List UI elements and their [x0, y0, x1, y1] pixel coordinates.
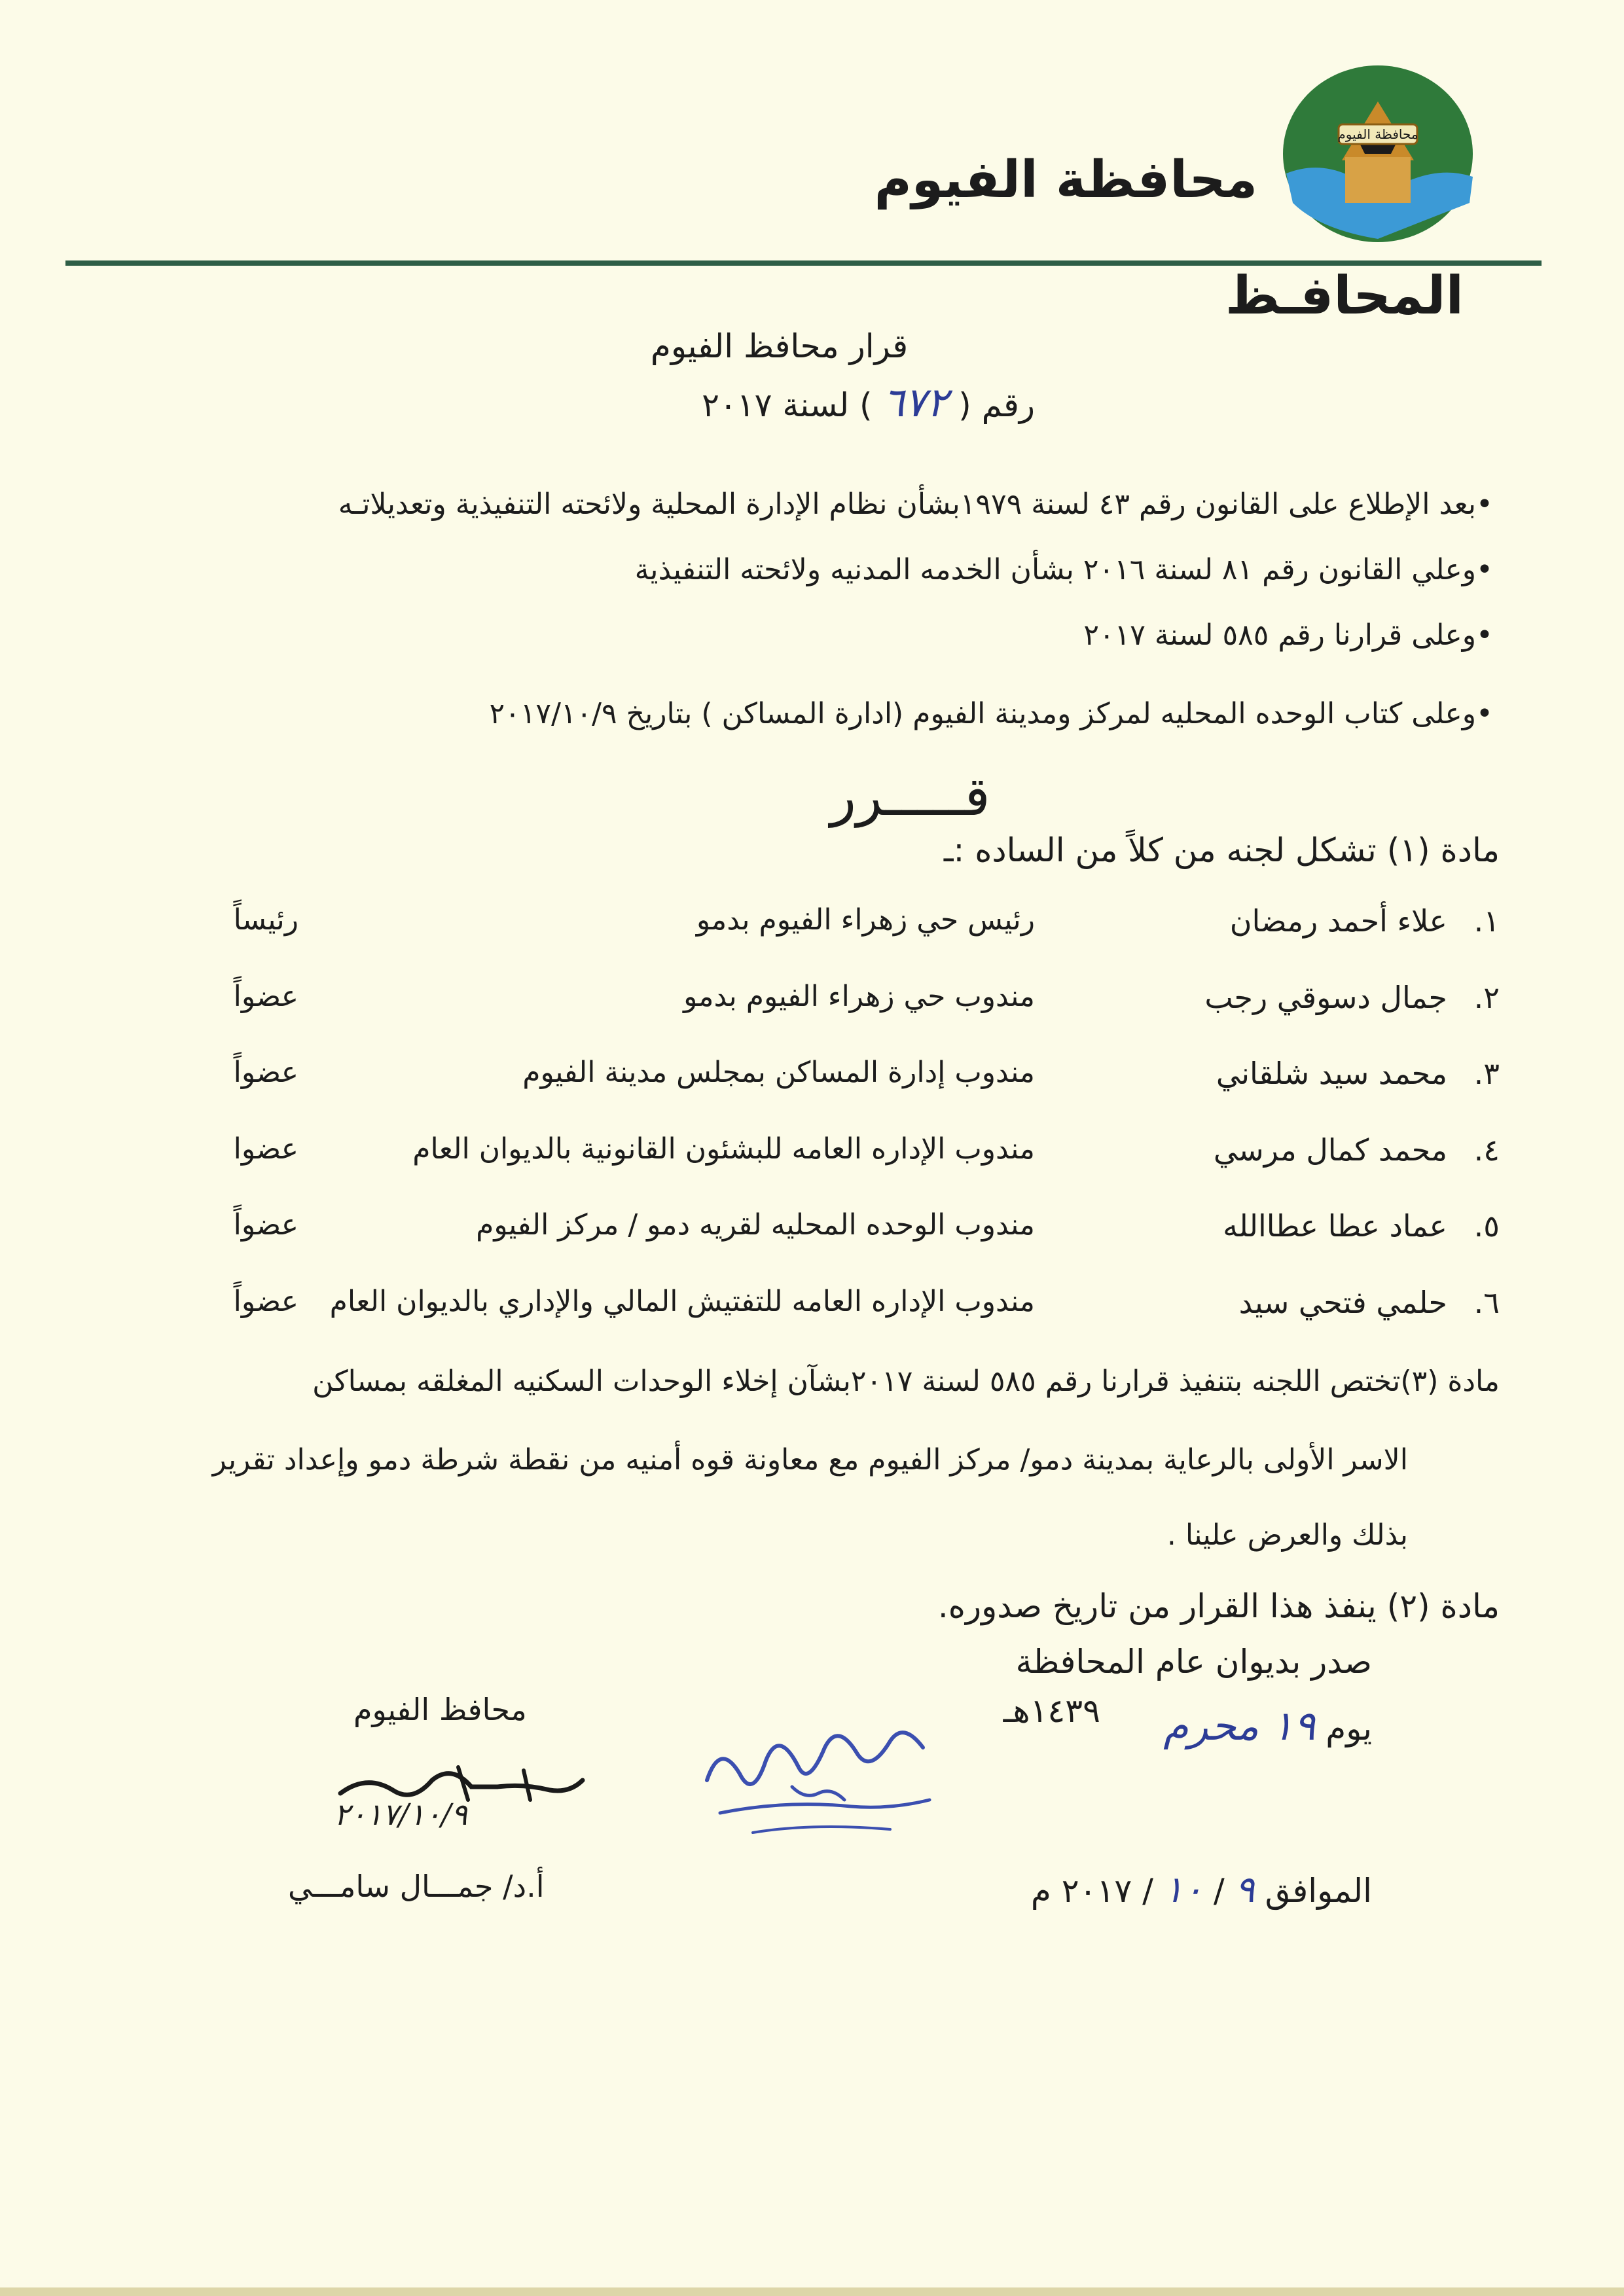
governor-name: أ.د/ جمـــال سامـــي	[288, 1869, 545, 1904]
member-post: مندوب حي زهراء الفيوم بدمو	[683, 980, 1035, 1013]
member-post: مندوب الوحده المحليه لقريه دمو / مركز الفيوم	[476, 1208, 1035, 1242]
decided-heading: قـــــرر	[830, 766, 990, 828]
issued-place: صدر بديوان عام المحافظة	[1015, 1643, 1372, 1681]
svg-text:محافظة الفيوم: محافظة الفيوم	[1337, 126, 1418, 142]
decree-number-handwritten: ٦٧٢	[882, 378, 948, 426]
gregorian-month: ١٠	[1163, 1869, 1203, 1911]
gregorian-date: الموافق ٩ / ١٠ / ٢٠١٧ م	[1030, 1869, 1372, 1911]
member-post: مندوب الإداره العامه للبشئون القانونية بالديوان العام	[412, 1132, 1035, 1166]
member-role: رئيساً	[233, 903, 298, 937]
preamble-line: •وعلي القانون رقم ٨١ لسنة ٢٠١٦ بشأن الخدمه المدنيه ولائحته التنفيذية	[634, 553, 1493, 586]
member-role: عضواً	[233, 1285, 298, 1318]
member-name: جمال دسوقي رجب	[1204, 980, 1447, 1015]
hijri-prefix: يوم	[1326, 1710, 1372, 1748]
gregorian-day: ٩	[1235, 1869, 1255, 1911]
member-name: محمد سيد شلقاني	[1216, 1056, 1447, 1091]
member-number: ٤.	[1473, 1132, 1500, 1168]
gregorian-year: ٢٠١٧ م	[1030, 1872, 1132, 1910]
gregorian-prefix: الموافق	[1265, 1872, 1372, 1910]
member-number: ٦.	[1473, 1285, 1500, 1320]
official-signature	[694, 1702, 943, 1852]
governor-title: محافظ الفيوم	[353, 1692, 527, 1727]
article-2: مادة (٢) ينفذ هذا القرار من تاريخ صدوره.	[937, 1587, 1500, 1625]
member-name: عماد عطا عطاالله	[1223, 1208, 1447, 1244]
member-post: رئيس حي زهراء الفيوم بدمو	[696, 903, 1035, 937]
member-number: ٣.	[1473, 1056, 1500, 1091]
member-role: عضوا	[233, 1132, 298, 1166]
member-number: ٢.	[1473, 980, 1500, 1015]
decree-title: قرار محافظ الفيوم	[650, 327, 909, 365]
office-title: المحافـظ	[1225, 265, 1464, 326]
decree-number-suffix: ) لسنة ٢٠١٧	[702, 386, 873, 424]
scan-edge	[0, 2287, 1624, 2296]
preamble-line: •وعلى قرارنا رقم ٥٨٥ لسنة ٢٠١٧	[1083, 619, 1493, 652]
hijri-date	[1163, 1702, 1372, 1749]
governor-signature-date: ٢٠١٧/١٠/٩	[334, 1797, 467, 1832]
preamble-line: •وعلى كتاب الوحده المحليه لمركز ومدينة الفيوم (ادارة المساكن ) بتاريخ ٢٠١٧/١٠/٩	[489, 697, 1493, 730]
member-role: عضواً	[233, 1056, 298, 1089]
decree-number-prefix: رقم (	[958, 386, 1035, 424]
hijri-day-month: ١٩ محرم	[1163, 1702, 1316, 1749]
member-name: علاء أحمد رمضان	[1229, 903, 1447, 939]
article-3-line: بذلك والعرض علينا .	[1166, 1518, 1408, 1552]
article-1: مادة (١) تشكل لجنه من كلاً من الساده :ـ	[943, 831, 1500, 869]
hijri-year: ١٤٣٩هـ	[1003, 1692, 1100, 1730]
member-name: حلمي فتحي سيد	[1238, 1285, 1447, 1320]
governorate-logo	[1280, 62, 1476, 245]
member-role: عضواً	[233, 1208, 298, 1242]
governorate-name: محافظة الفيوم	[874, 151, 1257, 209]
article-3-line: مادة (٣)تختص اللجنه بتنفيذ قرارنا رقم ٥٨٥ لسنة ٢٠١٧بشآن إخلاء الوحدات السكنيه المغلقه بمساكن	[312, 1365, 1500, 1398]
member-post: مندوب الإداره العامه للتفتيش المالي والإداري بالديوان العام	[329, 1285, 1035, 1318]
member-number: ٥.	[1473, 1208, 1500, 1244]
article-3-line: الاسر الأولى بالرعاية بمدينة دمو/ مركز الفيوم مع معاونة قوه أمنيه من نقطة شرطة دمو وإعداد تقرير	[212, 1443, 1408, 1477]
preamble-line: •بعد الإطلاع على القانون رقم ٤٣ لسنة ١٩٧٩بشأن نظام الإدارة المحلية ولائحته التنفيذية وتعديلاتـه	[338, 488, 1493, 521]
member-post: مندوب إدارة المساكن بمجلس مدينة الفيوم	[522, 1056, 1035, 1089]
member-number: ١.	[1473, 903, 1500, 939]
member-role: عضواً	[233, 980, 298, 1013]
member-name: محمد كمال مرسي	[1213, 1132, 1447, 1168]
decree-number	[702, 378, 1035, 426]
